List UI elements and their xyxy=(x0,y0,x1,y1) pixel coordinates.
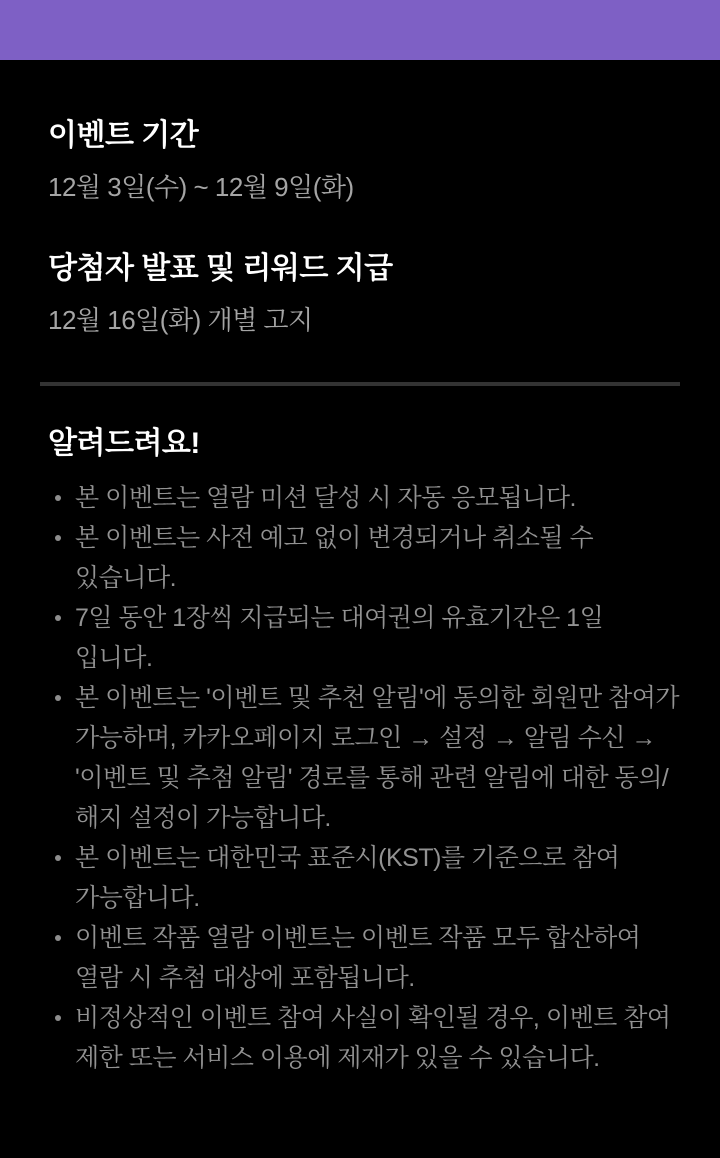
notice-item-text: 본 이벤트는 사전 예고 없이 변경되거나 취소될 수 있습니다. xyxy=(75,524,594,592)
notice-item xyxy=(40,918,680,998)
notice-item xyxy=(40,478,680,518)
event-period-value: 12월 3일(수) ~ 12월 9일(화) xyxy=(48,172,354,202)
bullet-icon xyxy=(55,495,61,501)
bullet-icon xyxy=(55,935,61,941)
bullet-icon xyxy=(55,1015,61,1021)
purple-banner xyxy=(0,0,720,60)
notice-item-text: 본 이벤트는 열람 미션 달성 시 자동 응모됩니다. xyxy=(75,484,576,512)
bullet-icon xyxy=(55,615,61,621)
winner-announcement-value: 12월 16일(화) 개별 고지 xyxy=(48,305,313,335)
event-notice-page xyxy=(0,118,720,1078)
bullet-icon xyxy=(55,535,61,541)
notice-list xyxy=(40,478,680,1078)
notice-item xyxy=(40,598,680,678)
notice-item-text: 본 이벤트는 '이벤트 및 추천 알림'에 동의한 회원만 참여가 가능하며, 카카오페이지 로그인 → 설정 → 알림 수신 → '이벤트 및 추첨 알림' 경로를 통해 관련 알림에 대한 동의/해지 설정이 가능합니다. xyxy=(75,684,680,832)
bullet-icon xyxy=(55,855,61,861)
notice-item-text: 7일 동안 1장씩 지급되는 대여권의 유효기간은 1일 입니다. xyxy=(75,604,604,672)
winner-announcement-title: 당첨자 발표 및 리워드 지급 xyxy=(48,252,393,285)
notice-item xyxy=(40,518,680,598)
notice-item-text: 본 이벤트는 대한민국 표준시(KST)를 기준으로 참여 가능합니다. xyxy=(75,844,620,912)
bullet-icon xyxy=(55,695,61,701)
notice-item xyxy=(40,838,680,918)
section-divider xyxy=(40,382,680,386)
event-period-title: 이벤트 기간 xyxy=(48,119,199,152)
notice-item-text: 이벤트 작품 열람 이벤트는 이벤트 작품 모두 합산하여 열람 시 추첨 대상에 포함됩니다. xyxy=(75,924,641,992)
notice-item xyxy=(40,998,680,1078)
notice-title: 알려드려요! xyxy=(48,427,200,460)
notice-item xyxy=(40,678,680,838)
notice-item-text: 비정상적인 이벤트 참여 사실이 확인될 경우, 이벤트 참여 제한 또는 서비스 이용에 제재가 있을 수 있습니다. xyxy=(75,1004,671,1072)
